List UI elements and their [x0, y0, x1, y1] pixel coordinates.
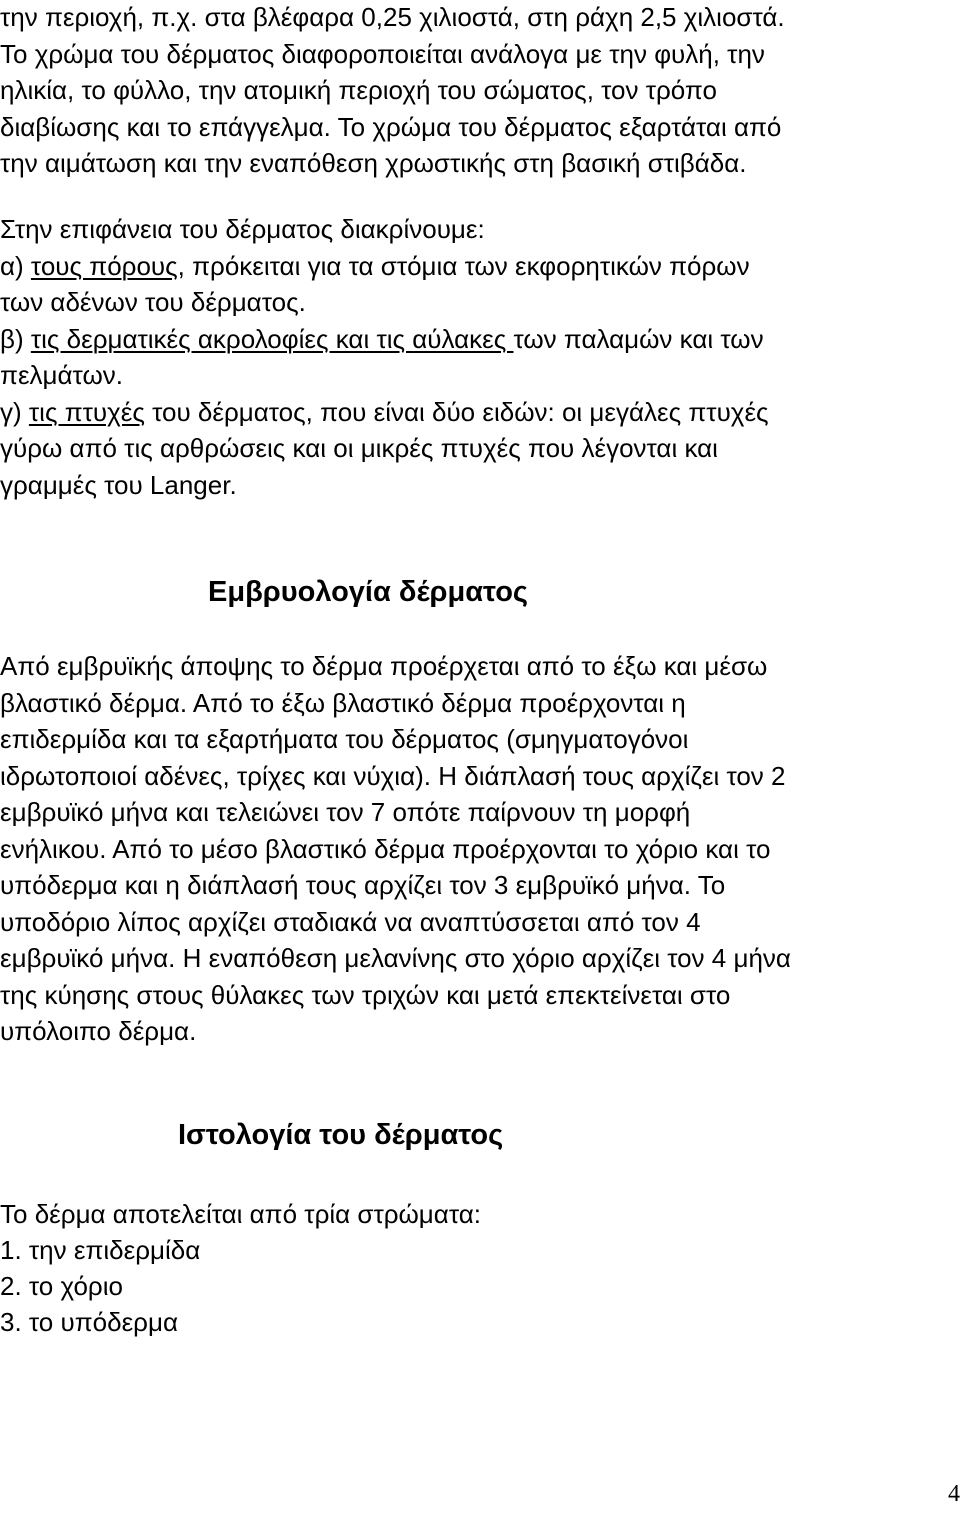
term-pores: τους πόρους [30, 250, 178, 281]
intro-paragraph [0, 0, 945, 182]
surface-item-a [0, 248, 945, 285]
list-item: 3. το υπόδερμα [0, 1307, 178, 1337]
text-line: επιδερμίδα και τα εξαρτήματα του δέρματος (σμηγματογόνοι [0, 724, 689, 754]
text-line: της κύησης στους θύλακες των τριχών και μετά επεκτείνεται στο [0, 979, 731, 1010]
surface-item-c [0, 394, 945, 431]
text-line: γύρω από τις αρθρώσεις και οι μικρές πτυχές που λέγονται και [0, 433, 718, 463]
item-text: των παλαμών και των [513, 323, 764, 354]
text-line: ηλικία, το φύλλο, την ατομική περιοχή του σώματος, τον τρόπο [0, 75, 717, 105]
term-ridges-grooves: τις δερματικές ακρολοφίες και τις αύλακες [30, 323, 514, 354]
list-item: 2. το χόριο [0, 1271, 123, 1301]
surface-intro: Στην επιφάνεια του δέρματος διακρίνουμε: [0, 214, 485, 244]
item-prefix: α) [0, 250, 31, 281]
item-text: του δέρματος, που είναι δύο ειδών: οι μεγάλες πτυχές [144, 396, 769, 427]
item-text: , πρόκειται για τα στόμια των εκφορητικών πόρων [177, 250, 750, 281]
text-line: γραμμές του Langer. [0, 469, 237, 500]
text-line: βλαστικό δέρμα. Από το έξω βλαστικό δέρμα προέρχονται η [0, 687, 686, 718]
text-line: των αδένων του δέρματος. [0, 287, 306, 317]
term-folds: τις πτυχές [28, 396, 145, 427]
text-line: υποδόριο λίπος αρχίζει σταδιακά να αναπτύσσεται από τον 4 [0, 906, 701, 937]
text-line: ιδρωτοποιοί αδένες, τρίχες και νύχια). Η διάπλασή τους αρχίζει τον 2 [0, 760, 786, 791]
text-line: Από εμβρυϊκής άποψης το δέρμα προέρχεται από το έξω και μέσω [0, 651, 768, 681]
histology-intro: Το δέρμα αποτελείται από τρία στρώματα: [0, 1199, 481, 1229]
text-line: εμβρυϊκό μήνα και τελειώνει τον 7 οπότε παίρνουν τη μορφή [0, 797, 691, 827]
histology-heading: Ιστολογία του δέρματος [178, 1119, 504, 1151]
text-line: υπόλοιπο δέρμα. [0, 1016, 197, 1046]
text-line: Το χρώμα του δέρματος διαφοροποιείται ανάλογα με την φυλή, την [0, 38, 765, 69]
text-line: την αιμάτωση και την εναπόθεση χρωστικής στη βασική στιβάδα. [0, 148, 747, 178]
text-line: διαβίωσης και το επάγγελμα. Το χρώμα του δέρματος εξαρτάται από [0, 111, 782, 142]
embryology-heading: Εμβρυολογία δέρματος [208, 576, 528, 608]
list-item: 1. την επιδερμίδα [0, 1235, 201, 1265]
text-line: την περιοχή, π.χ. στα βλέφαρα 0,25 χιλιοστά, στη ράχη 2,5 χιλιοστά. [0, 2, 785, 32]
skin-surface-section [0, 211, 945, 503]
surface-item-b [0, 321, 945, 358]
item-prefix: γ) [0, 396, 29, 427]
page-number: 4 [948, 1481, 960, 1507]
histology-section [0, 1196, 900, 1340]
embryology-paragraph [0, 648, 945, 1050]
text-line: ενήλικου. Από το μέσο βλαστικό δέρμα προέρχονται το χόριο και το [0, 833, 771, 864]
text-line: εμβρυϊκό μήνα. Η εναπόθεση μελανίνης στο χόριο αρχίζει τον 4 μήνα [0, 943, 791, 973]
item-prefix: β) [0, 323, 31, 354]
text-line: υπόδερμα και η διάπλασή τους αρχίζει τον 3 εμβρυϊκό μήνα. Το [0, 870, 726, 900]
text-line: πελμάτων. [0, 360, 123, 390]
